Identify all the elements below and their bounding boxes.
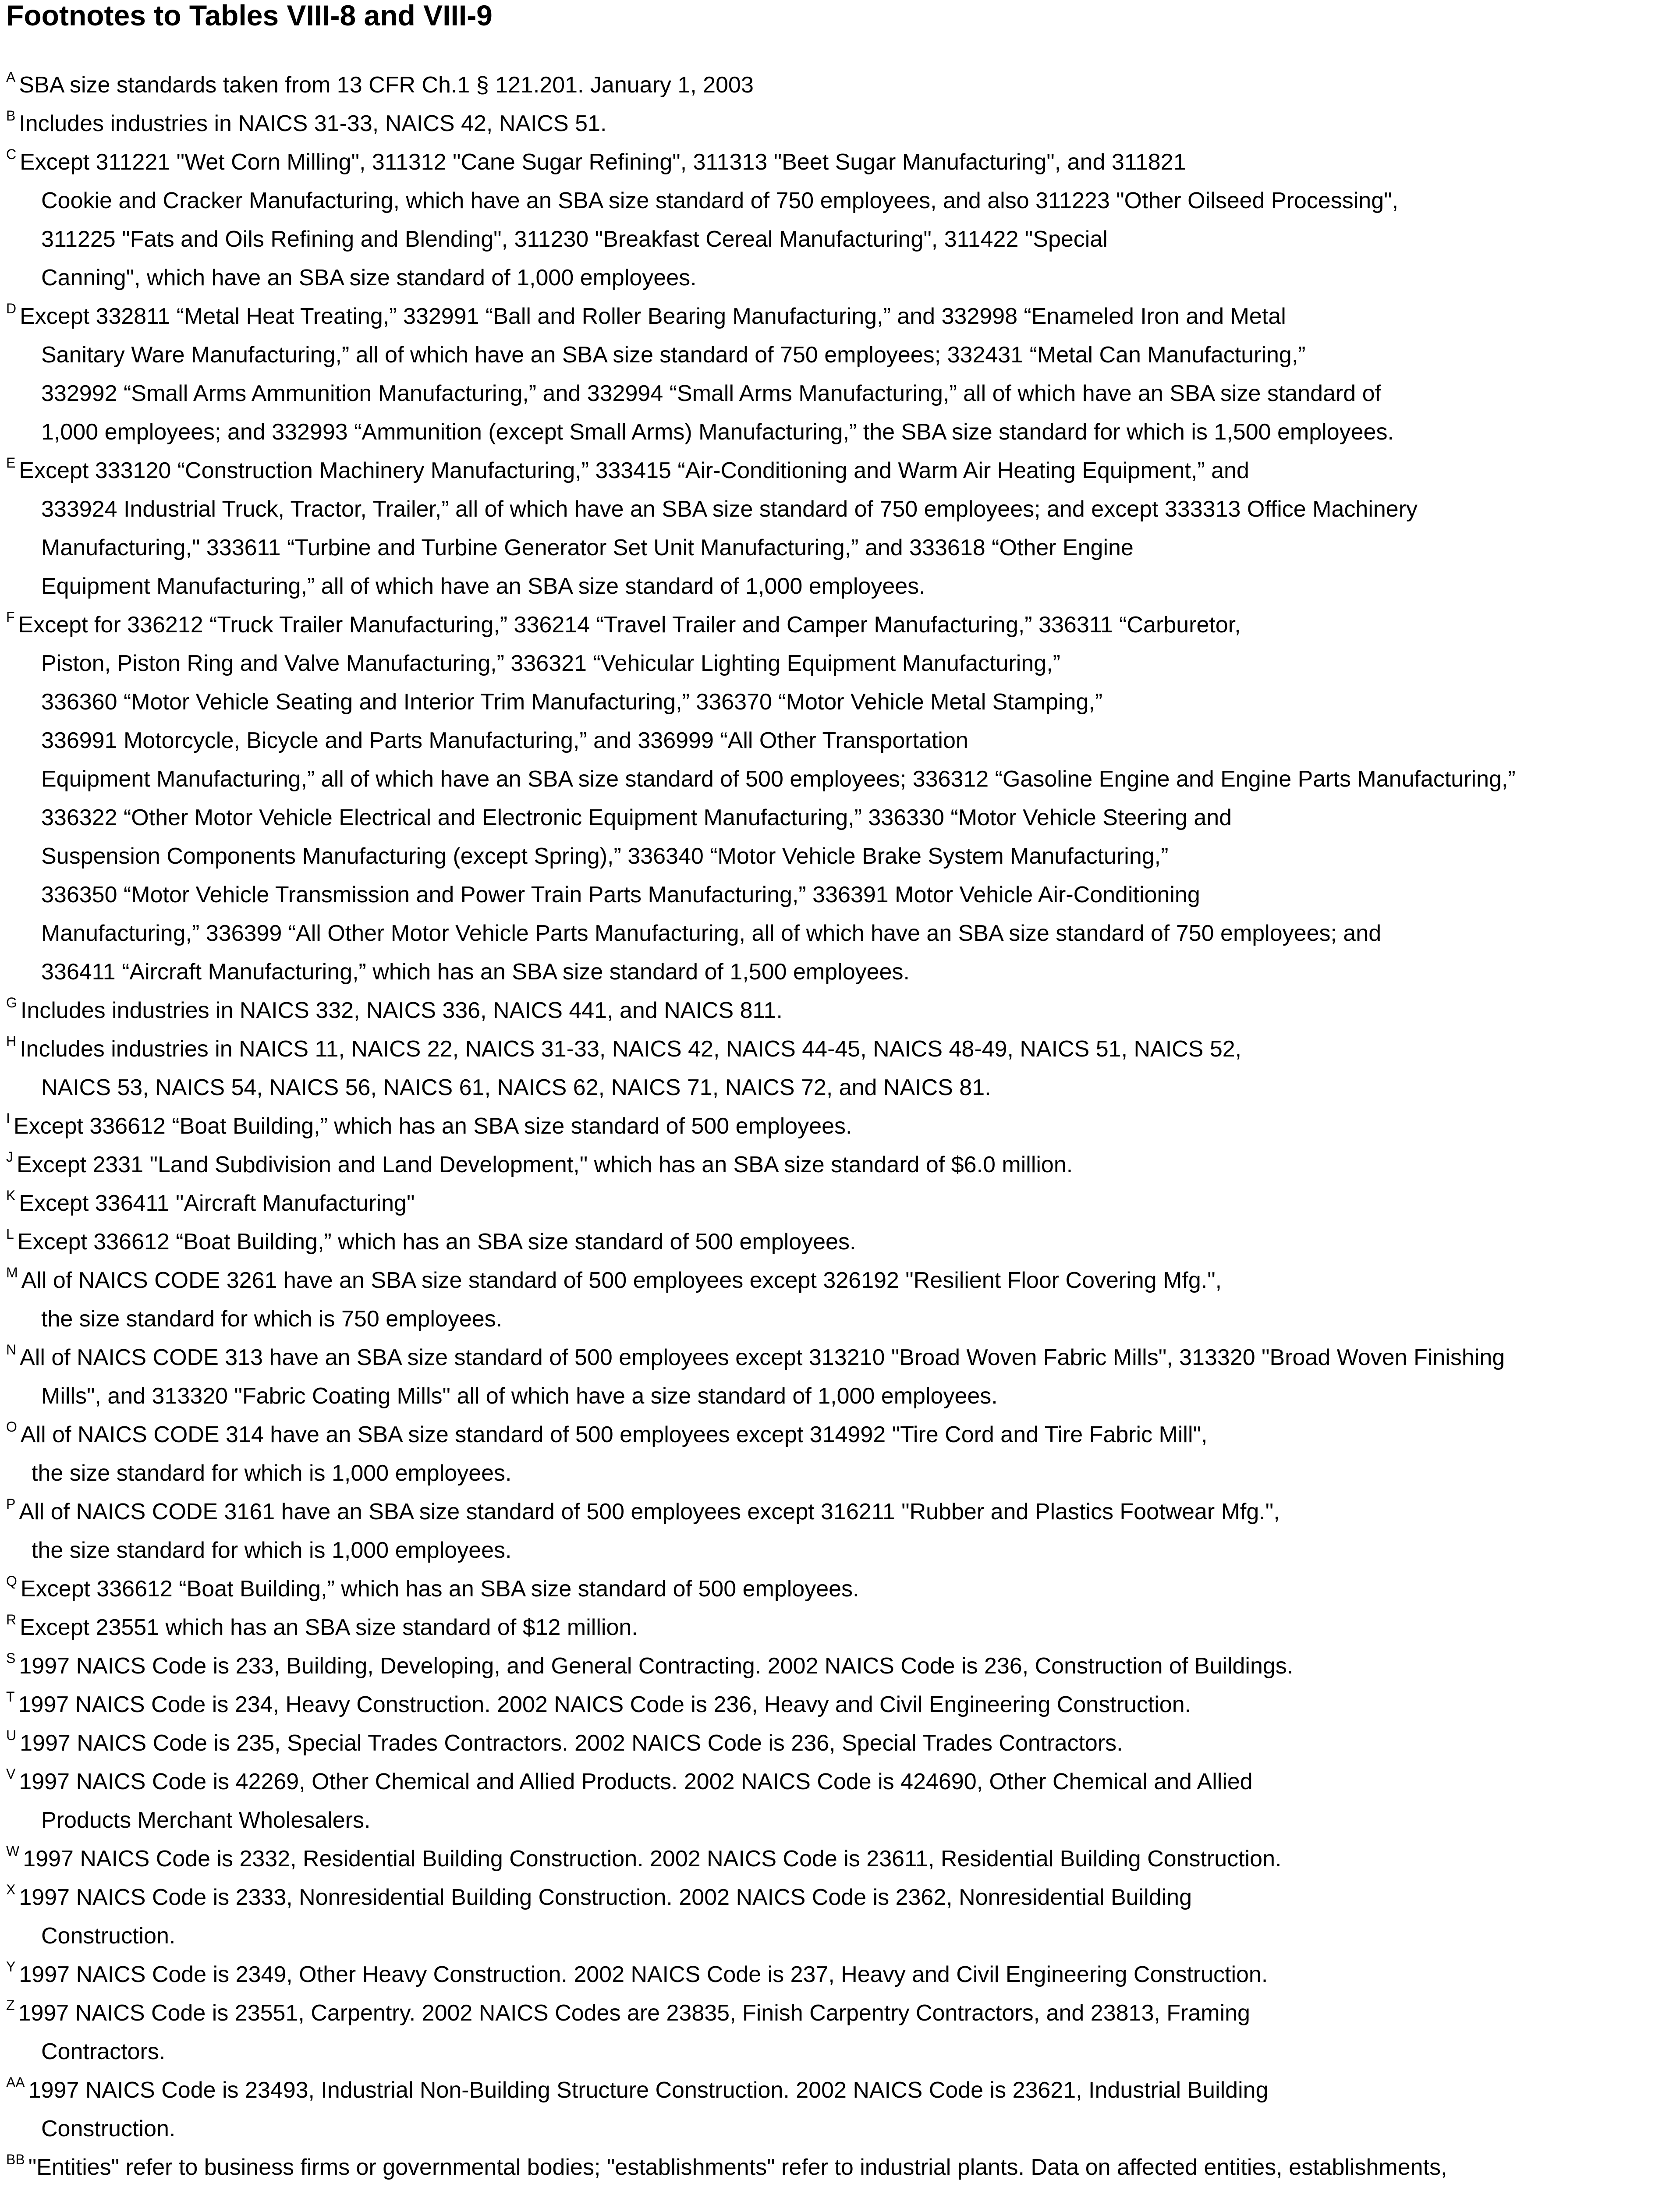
footnote-w xyxy=(6,1840,1281,1878)
footnote-text: Except 332811 “Metal Heat Treating,” 332991 “Ball and Roller Bearing Manufacturing,” and 332998 “Enameled Iron and Metal xyxy=(20,304,1286,329)
footnote-marker: L xyxy=(6,1226,14,1242)
footnote-r xyxy=(6,1608,638,1647)
footnote-line xyxy=(6,837,1516,876)
footnote-marker: A xyxy=(6,69,16,85)
footnote-line xyxy=(6,143,1398,181)
footnote-line xyxy=(6,1801,1253,1840)
footnote-i xyxy=(6,1107,852,1145)
footnote-h xyxy=(6,1030,1241,1107)
footnote-marker: N xyxy=(6,1341,17,1358)
footnote-line xyxy=(6,760,1516,798)
footnote-marker: D xyxy=(6,300,17,316)
footnote-line xyxy=(6,683,1516,721)
footnote-text: Except 336411 "Aircraft Manufacturing" xyxy=(19,1191,415,1216)
footnote-line xyxy=(6,721,1516,760)
footnote-marker: Z xyxy=(6,1997,15,2013)
footnote-marker: W xyxy=(6,1843,20,1859)
footnote-line xyxy=(6,876,1516,914)
footnote-text: 1997 NAICS Code is 234, Heavy Construction. 2002 NAICS Code is 236, Heavy and Civil Engineering Construction. xyxy=(18,1692,1191,1717)
footnote-text: 336411 “Aircraft Manufacturing,” which has an SBA size standard of 1,500 employees. xyxy=(41,959,910,985)
footnote-line xyxy=(6,1377,1505,1415)
footnote-c xyxy=(6,143,1398,297)
footnote-text: SBA size standards taken from 13 CFR Ch.1 § 121.201. January 1, 2003 xyxy=(19,72,754,98)
footnote-line xyxy=(6,1338,1505,1377)
footnote-line xyxy=(6,1415,1207,1454)
footnote-marker: P xyxy=(6,1496,16,1512)
footnote-text: 1,000 employees; and 332993 “Ammunition (except Small Arms) Manufacturing,” the SBA size standard for which is 1,500 employees. xyxy=(41,419,1394,445)
footnote-text: Includes industries in NAICS 11, NAICS 22, NAICS 31-33, NAICS 42, NAICS 44-45, NAICS 48-49, NAICS 51, NAICS 52, xyxy=(20,1036,1242,1062)
footnote-marker: U xyxy=(6,1727,17,1743)
footnote-line xyxy=(6,1685,1191,1724)
footnote-line xyxy=(6,451,1418,490)
footnote-text: Except for 336212 “Truck Trailer Manufacturing,” 336214 “Travel Trailer and Camper Manufacturing,” 336311 “Carburetor, xyxy=(18,612,1241,638)
footnote-text: Cookie and Cracker Manufacturing, which have an SBA size standard of 750 employees, and also 311223 "Other Oilseed Processing", xyxy=(41,188,1399,213)
footnote-text: Except 311221 "Wet Corn Milling", 311312 "Cane Sugar Refining", 311313 "Beet Sugar Manufacturing", and 311821 xyxy=(20,149,1186,175)
footnote-line xyxy=(6,1724,1123,1762)
footnote-text: 1997 NAICS Code is 2333, Nonresidential Building Construction. 2002 NAICS Code is 2362, Nonresidential Building xyxy=(19,1885,1192,1910)
footnote-line xyxy=(6,1917,1192,1955)
footnote-text: Includes industries in NAICS 31-33, NAICS 42, NAICS 51. xyxy=(19,111,607,136)
footnote-line xyxy=(6,66,754,104)
footnote-j xyxy=(6,1145,1073,1184)
footnote-text: 1997 NAICS Code is 2349, Other Heavy Construction. 2002 NAICS Code is 237, Heavy and Civil Engineering Construction. xyxy=(19,1962,1268,1987)
footnote-text: All of NAICS CODE 3161 have an SBA size standard of 500 employees except 316211 "Rubber and Plastics Footwear Mfg.", xyxy=(19,1499,1280,1524)
footnote-g xyxy=(6,991,783,1030)
footnote-line xyxy=(6,2109,1269,2148)
footnote-text: Suspension Components Manufacturing (except Spring),” 336340 “Motor Vehicle Brake System Manufacturing,” xyxy=(41,844,1169,869)
footnote-o xyxy=(6,1415,1207,1493)
footnote-text: Piston, Piston Ring and Valve Manufacturing,” 336321 “Vehicular Lighting Equipment Manufacturing,” xyxy=(41,651,1060,676)
footnote-z xyxy=(6,1994,1250,2071)
footnote-text: Except 23551 which has an SBA size standard of $12 million. xyxy=(20,1615,638,1640)
footnote-marker: S xyxy=(6,1650,16,1666)
footnote-text: 336322 “Other Motor Vehicle Electrical and Electronic Equipment Manufacturing,” 336330 “Motor Vehicle Steering and xyxy=(41,805,1232,830)
footnote-text: All of NAICS CODE 314 have an SBA size standard of 500 employees except 314992 "Tire Cord and Tire Fabric Mill", xyxy=(20,1422,1208,1447)
footnote-u xyxy=(6,1724,1123,1762)
footnote-text: NAICS 53, NAICS 54, NAICS 56, NAICS 61, NAICS 62, NAICS 71, NAICS 72, and NAICS 81. xyxy=(41,1075,991,1100)
footnote-line xyxy=(6,1184,415,1223)
footnote-b xyxy=(6,104,606,143)
footnote-line xyxy=(6,1145,1073,1184)
footnote-line xyxy=(6,413,1394,451)
footnote-text: Contractors. xyxy=(41,2039,166,2064)
footnote-line xyxy=(6,567,1418,606)
footnote-text: Canning", which have an SBA size standard of 1,000 employees. xyxy=(41,265,697,291)
footnote-line xyxy=(6,528,1418,567)
footnote-marker: G xyxy=(6,994,17,1010)
footnote-text: 1997 NAICS Code is 23551, Carpentry. 2002 NAICS Codes are 23835, Finish Carpentry Contractors, and 23813, Framing xyxy=(18,2000,1250,2026)
footnote-text: 336350 “Motor Vehicle Transmission and Power Train Parts Manufacturing,” 336391 Motor Vehicle Air-Conditioning xyxy=(41,882,1200,908)
footnote-line xyxy=(6,104,606,143)
footnote-line xyxy=(6,1531,1280,1570)
footnote-line xyxy=(6,1994,1250,2032)
footnote-marker: BB xyxy=(6,2151,25,2167)
footnote-line xyxy=(6,1608,638,1647)
footnote-text: 1997 NAICS Code is 233, Building, Developing, and General Contracting. 2002 NAICS Code is 236, Construction of Buildings. xyxy=(19,1653,1294,1679)
footnote-marker: J xyxy=(6,1149,13,1165)
footnote-line xyxy=(6,1840,1281,1878)
footnote-text: Sanitary Ware Manufacturing,” all of which have an SBA size standard of 750 employees; 332431 “Metal Can Manufacturing,” xyxy=(41,342,1306,368)
footnote-p xyxy=(6,1493,1280,1570)
footnote-v xyxy=(6,1762,1253,1840)
footnote-marker: Y xyxy=(6,1958,16,1975)
footnote-text: Except 336612 “Boat Building,” which has an SBA size standard of 500 employees. xyxy=(17,1229,856,1255)
footnote-line xyxy=(6,374,1394,413)
footnote-line xyxy=(6,644,1516,683)
footnote-text: 1997 NAICS Code is 235, Special Trades Contractors. 2002 NAICS Code is 236, Special Trades Contractors. xyxy=(20,1730,1123,1756)
footnote-text: the size standard for which is 1,000 employees. xyxy=(32,1461,512,1486)
footnote-line xyxy=(6,490,1418,528)
footnote-line xyxy=(6,259,1398,297)
footnote-bb xyxy=(6,2148,1447,2191)
footnote-line xyxy=(6,181,1398,220)
footnote-line xyxy=(6,914,1516,953)
footnote-marker: I xyxy=(6,1110,10,1126)
footnote-marker: E xyxy=(6,454,16,471)
footnote-text: Includes industries in NAICS 332, NAICS 336, NAICS 441, and NAICS 811. xyxy=(20,998,783,1023)
footnote-q xyxy=(6,1570,859,1608)
footnote-text: the size standard for which is 750 employees. xyxy=(41,1306,503,1332)
footnote-line xyxy=(6,2148,1447,2187)
footnote-text: 336360 “Motor Vehicle Seating and Interior Trim Manufacturing,” 336370 “Motor Vehicle Metal Stamping,” xyxy=(41,689,1103,715)
footnote-line xyxy=(6,798,1516,837)
footnote-e xyxy=(6,451,1418,606)
footnote-text: 1997 NAICS Code is 23493, Industrial Non-Building Structure Construction. 2002 NAICS Code is 23621, Industrial Building xyxy=(28,2078,1269,2103)
footnote-text: Except 336612 “Boat Building,” which has an SBA size standard of 500 employees. xyxy=(13,1113,852,1139)
footnote-text: Construction. xyxy=(41,1923,176,1949)
footnote-text: All of NAICS CODE 313 have an SBA size standard of 500 employees except 313210 "Broad Woven Fabric Mills", 313320 "Broad Woven Finishing xyxy=(20,1345,1505,1370)
footnote-text: Construction. xyxy=(41,2116,176,2141)
footnote-line xyxy=(6,1068,1241,1107)
footnote-text: Except 2331 "Land Subdivision and Land Development," which has an SBA size standard of $6.0 million. xyxy=(17,1152,1073,1177)
footnote-line xyxy=(6,220,1398,259)
footnote-l xyxy=(6,1223,856,1261)
footnote-line xyxy=(6,2187,1447,2191)
footnote-text: Manufacturing," 333611 “Turbine and Turbine Generator Set Unit Manufacturing,” and 333618 “Other Engine xyxy=(41,535,1134,560)
footnote-marker: R xyxy=(6,1611,17,1627)
footnote-text: Mills", and 313320 "Fabric Coating Mills" all of which have a size standard of 1,000 employees. xyxy=(41,1383,998,1409)
footnote-line xyxy=(6,1647,1293,1685)
footnote-line xyxy=(6,297,1394,336)
footnote-line xyxy=(6,1300,1222,1338)
footnote-text: 311225 "Fats and Oils Refining and Blending", 311230 "Breakfast Cereal Manufacturing", 311422 "Special xyxy=(41,227,1108,252)
footnote-marker: C xyxy=(6,146,17,162)
footnote-marker: K xyxy=(6,1187,16,1203)
footnote-text: Except 333120 “Construction Machinery Manufacturing,” 333415 “Air-Conditioning and Warm Air Heating Equipment,” and xyxy=(19,458,1249,483)
footnote-line xyxy=(6,336,1394,374)
footnote-line xyxy=(6,1261,1222,1300)
footnote-line xyxy=(6,1454,1207,1493)
footnote-text: 336991 Motorcycle, Bicycle and Parts Manufacturing,” and 336999 “All Other Transportation xyxy=(41,728,968,753)
footnote-x xyxy=(6,1878,1192,1955)
footnote-t xyxy=(6,1685,1191,1724)
footnote-marker: AA xyxy=(6,2074,25,2090)
footnote-line xyxy=(6,2032,1250,2071)
footnote-n xyxy=(6,1338,1505,1415)
footnote-y xyxy=(6,1955,1268,1994)
footnote-marker: T xyxy=(6,1688,15,1705)
footnote-line xyxy=(6,1570,859,1608)
footnote-a xyxy=(6,66,754,104)
footnote-text: Products Merchant Wholesalers. xyxy=(41,1808,371,1833)
footnote-marker: Q xyxy=(6,1573,17,1589)
footnote-m xyxy=(6,1261,1222,1338)
footnote-line xyxy=(6,1878,1192,1917)
footnote-text: All of NAICS CODE 3261 have an SBA size standard of 500 employees except 326192 "Resilient Floor Covering Mfg.", xyxy=(21,1268,1222,1293)
footnote-line xyxy=(6,606,1516,644)
footnote-line xyxy=(6,1107,852,1145)
footnote-marker: X xyxy=(6,1881,16,1897)
footnote-d xyxy=(6,297,1394,451)
footnote-marker: F xyxy=(6,609,15,625)
footnote-text: Equipment Manufacturing,” all of which have an SBA size standard of 1,000 employees. xyxy=(41,574,925,599)
footnote-text: 332992 “Small Arms Ammunition Manufacturing,” and 332994 “Small Arms Manufacturing,” all of which have an SBA size standard of xyxy=(41,381,1381,406)
footnote-f xyxy=(6,606,1516,991)
footnote-marker: V xyxy=(6,1766,16,1782)
page-title: Footnotes to Tables VIII-8 and VIII-9 xyxy=(6,0,493,32)
footnote-marker: H xyxy=(6,1033,17,1049)
footnote-text: Except 336612 “Boat Building,” which has an SBA size standard of 500 employees. xyxy=(20,1576,859,1602)
footnote-k xyxy=(6,1184,415,1223)
footnote-text: 333924 Industrial Truck, Tractor, Trailer,” all of which have an SBA size standard of 750 employees; and except 333313 Office Machinery xyxy=(41,496,1418,522)
footnote-line xyxy=(6,1762,1253,1801)
footnote-line xyxy=(6,1955,1268,1994)
footnote-text: 1997 NAICS Code is 2332, Residential Building Construction. 2002 NAICS Code is 23611, Residential Building Construction. xyxy=(23,1846,1282,1872)
footnote-text: the size standard for which is 1,000 employees. xyxy=(32,1538,512,1563)
footnote-line xyxy=(6,1493,1280,1531)
footnote-text: Equipment Manufacturing,” all of which have an SBA size standard of 500 employees; 336312 “Gasoline Engine and Engine Parts Manufacturing,” xyxy=(41,766,1516,792)
footnote-text: "Entities" refer to business firms or governmental bodies; "establishments" refer to industrial plants. Data on affected entities, establishments, xyxy=(28,2155,1447,2180)
footnote-marker: O xyxy=(6,1418,17,1435)
footnote-line xyxy=(6,1223,856,1261)
footnote-s xyxy=(6,1647,1293,1685)
footnote-line xyxy=(6,1030,1241,1068)
footnote-line xyxy=(6,991,783,1030)
footnote-aa xyxy=(6,2071,1269,2148)
footnote-text: Manufacturing,” 336399 “All Other Motor Vehicle Parts Manufacturing, all of which have an SBA size standard of 750 employees; and xyxy=(41,921,1382,946)
footnote-marker: B xyxy=(6,107,16,124)
footnote-marker: M xyxy=(6,1264,18,1280)
footnote-line xyxy=(6,2071,1269,2109)
footnote-line xyxy=(6,953,1516,991)
footnote-text: 1997 NAICS Code is 42269, Other Chemical and Allied Products. 2002 NAICS Code is 424690, Other Chemical and Allied xyxy=(19,1769,1253,1794)
